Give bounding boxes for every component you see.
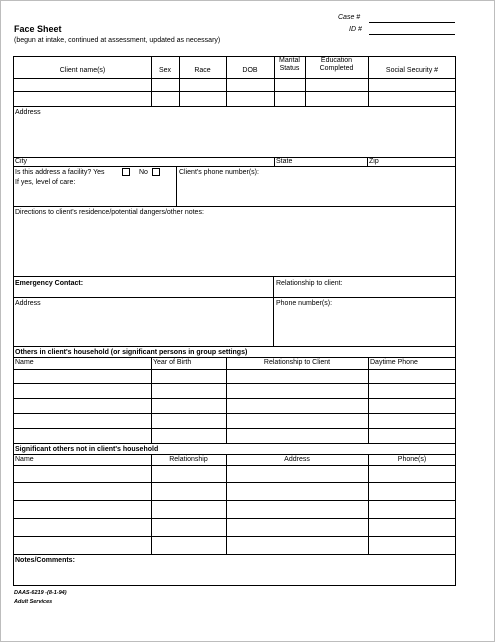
significant-col-phones: Phone(s) <box>397 456 427 463</box>
significant-col-address: Address <box>284 456 310 463</box>
page-subtitle: (begun at intake, continued at assessment, updated as necessary) <box>14 37 221 44</box>
facility-yes-checkbox[interactable] <box>122 168 130 176</box>
zip-label: Zip <box>369 158 379 165</box>
page-title: Face Sheet <box>14 24 62 34</box>
facility-question: Is this address a facility? Yes <box>15 169 105 176</box>
case-number-label: Case # <box>338 14 361 21</box>
household-col-daytime-phone: Daytime Phone <box>370 359 418 366</box>
state-label: State <box>276 158 293 165</box>
col-dob: DOB <box>242 67 258 74</box>
household-heading: Others in client's household (or significant persons in group settings) <box>15 349 248 356</box>
col-client-name: Client name(s) <box>59 67 106 74</box>
household-col-name: Name <box>15 359 34 366</box>
col-sex: Sex <box>158 67 172 74</box>
col-education: Education Completed <box>319 57 354 72</box>
level-of-care-label: If yes, level of care: <box>15 179 76 186</box>
client-phone-label: Client's phone number(s): <box>179 169 259 176</box>
form-number: DAAS-6219 -(8-1-94) <box>14 590 67 596</box>
relationship-to-client-label: Relationship to client: <box>276 280 343 287</box>
emergency-contact-label: Emergency Contact: <box>15 280 84 287</box>
facility-no-label: No <box>139 169 148 176</box>
significant-col-relationship: Relationship <box>169 456 208 463</box>
notes-label: Notes/Comments: <box>15 557 75 564</box>
id-number-label: ID # <box>349 26 362 33</box>
col-marital-status: Marital Status <box>278 57 300 72</box>
household-col-relationship: Relationship to Client <box>263 359 331 366</box>
case-number-line[interactable] <box>369 22 455 23</box>
form-outer-box <box>13 56 456 586</box>
facility-no-checkbox[interactable] <box>152 168 160 176</box>
agency-name: Adult Services <box>14 599 53 605</box>
significant-others-heading: Significant others not in client's household <box>15 446 159 453</box>
household-col-year-of-birth: Year of Birth <box>153 359 192 366</box>
address-label: Address <box>15 109 41 116</box>
city-label: City <box>15 158 28 165</box>
id-number-line[interactable] <box>369 34 455 35</box>
directions-label: Directions to client's residence/potential dangers/other notes: <box>15 209 204 216</box>
emergency-phone-label: Phone number(s): <box>276 300 333 307</box>
col-race: Race <box>194 67 211 74</box>
significant-col-name: Name <box>15 456 34 463</box>
col-ssn: Social Security # <box>385 67 439 74</box>
emergency-address-label: Address <box>15 300 41 307</box>
